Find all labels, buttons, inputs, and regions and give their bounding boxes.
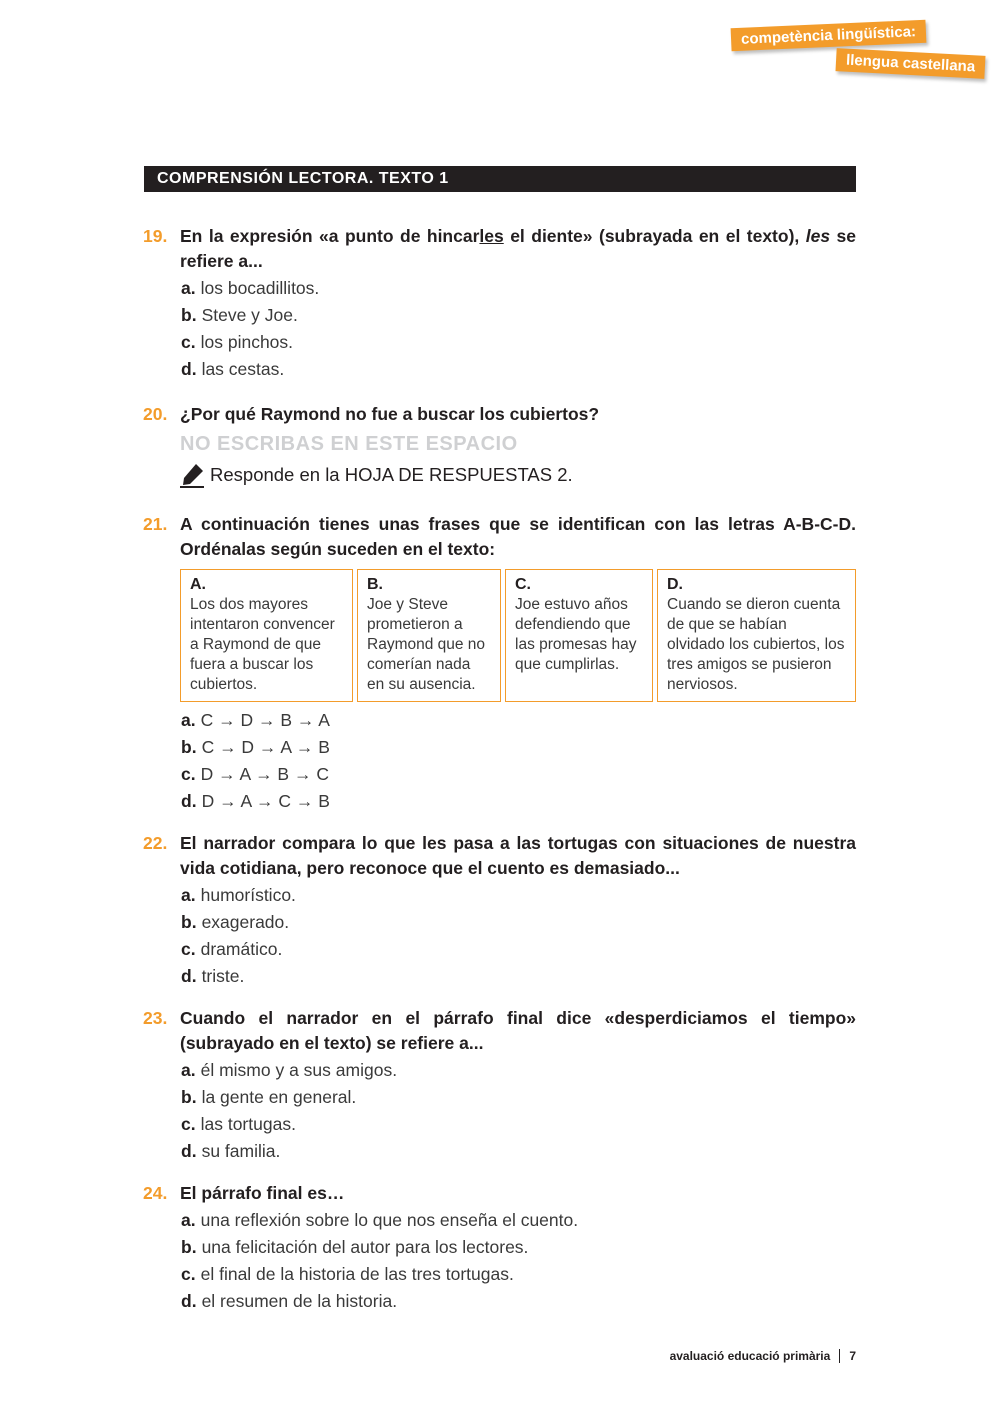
option-text: el resumen de la historia.	[201, 1291, 398, 1311]
box-letter: C.	[515, 576, 531, 593]
question-number: 22.	[143, 833, 168, 853]
section-title: COMPRENSIÓN LECTORA. TEXTO 1	[144, 166, 856, 192]
option-c[interactable]	[181, 1261, 856, 1288]
option-text: él mismo y a sus amigos.	[200, 1060, 398, 1080]
option-letter: c.	[181, 764, 196, 784]
question-21	[143, 512, 856, 815]
box-letter: D.	[667, 576, 683, 593]
option-letter: c.	[181, 332, 196, 352]
option-b[interactable]	[181, 734, 856, 761]
question-text: A continuación tienes unas frases que se identifican con las letras A-B-C-D. Ordénalas según suceden en el texto:	[180, 514, 856, 559]
question-number: 21.	[143, 514, 168, 534]
option-text: humorístico.	[200, 885, 296, 905]
option-text: una reflexión sobre lo que nos enseña el cuento.	[200, 1210, 579, 1230]
option-letter: d.	[181, 1291, 197, 1311]
option-d[interactable]	[181, 1288, 856, 1315]
option-letter: b.	[181, 1237, 197, 1257]
pencil-icon	[180, 462, 206, 488]
option-letter: d.	[181, 1141, 197, 1161]
sentence-box-b	[357, 569, 501, 702]
option-c[interactable]	[181, 329, 856, 356]
question-number: 23.	[143, 1008, 168, 1028]
question-19-text	[143, 224, 856, 274]
question-text-part: se refiere a...	[180, 226, 856, 271]
option-letter: d.	[181, 966, 197, 986]
box-letter: A.	[190, 576, 206, 593]
option-text: la gente en general.	[201, 1087, 357, 1107]
options-list	[181, 1057, 856, 1165]
question-number: 20.	[143, 404, 168, 424]
option-text: el final de la historia de las tres tortugas.	[200, 1264, 514, 1284]
option-d[interactable]	[181, 356, 856, 383]
sentence-box-a	[180, 569, 353, 702]
option-c[interactable]	[181, 936, 856, 963]
question-22	[143, 831, 856, 990]
option-text: triste.	[201, 966, 245, 986]
option-text: las cestas.	[201, 359, 285, 379]
sentence-box-c	[505, 569, 653, 702]
options-list	[181, 882, 856, 990]
footer-divider	[839, 1349, 840, 1363]
question-number: 19.	[143, 226, 168, 246]
box-text: Los dos mayores intentaron convencer a Raymond de que fuera a buscar los cubiertos.	[190, 596, 335, 693]
option-text: las tortugas.	[200, 1114, 296, 1134]
option-letter: c.	[181, 1264, 196, 1284]
box-text: Joe estuvo años defendiendo que las promesas hay que cumplirlas.	[515, 596, 637, 673]
option-b[interactable]	[181, 302, 856, 329]
page-footer	[670, 1349, 856, 1363]
option-text: los pinchos.	[200, 332, 294, 352]
question-23-text	[143, 1006, 856, 1056]
question-number: 24.	[143, 1183, 168, 1203]
question-24-text	[143, 1181, 856, 1206]
question-text-part: En la expresión «a punto de hincar	[180, 226, 480, 246]
question-text: Cuando el narrador en el párrafo final dice «desperdiciamos el tiempo» (subrayado en el texto) se refiere a...	[180, 1008, 856, 1053]
box-text: Joe y Steve prometieron a Raymond que no comerían nada en su ausencia.	[367, 596, 486, 693]
option-text: los bocadillitos.	[200, 278, 320, 298]
question-text: ¿Por qué Raymond no fue a buscar los cubiertos?	[180, 404, 600, 424]
option-letter: b.	[181, 1087, 197, 1107]
question-24	[143, 1181, 856, 1315]
option-letter: b.	[181, 305, 197, 325]
box-letter: B.	[367, 576, 383, 593]
question-text-part: el diente» (subrayada en el texto),	[503, 226, 806, 246]
respond-instruction	[180, 462, 856, 488]
question-23	[143, 1006, 856, 1165]
option-text: Steve y Joe.	[201, 305, 298, 325]
option-letter: b.	[181, 737, 197, 757]
question-19	[143, 224, 856, 383]
option-a[interactable]	[181, 1207, 856, 1234]
option-letter: c.	[181, 1114, 196, 1134]
option-a[interactable]	[181, 707, 856, 734]
box-text: Cuando se dieron cuenta de que se habían olvidado los cubiertos, los tres amigos se pusieron nerviosos.	[667, 596, 845, 693]
question-20	[143, 402, 856, 488]
subject-tag-line1: competència lingüística:	[731, 20, 927, 51]
option-text: D → A → C → B	[201, 791, 330, 811]
option-letter: d.	[181, 791, 197, 811]
question-20-text	[143, 402, 856, 427]
option-text: una felicitación del autor para los lectores.	[201, 1237, 529, 1257]
option-letter: b.	[181, 912, 197, 932]
option-text: D → A → B → C	[200, 764, 329, 784]
subject-tag-line2: llengua castellana	[836, 48, 986, 79]
respond-text: Responde en la HOJA DE RESPUESTAS 2.	[210, 464, 573, 485]
question-21-text	[143, 512, 856, 562]
option-letter: a.	[181, 885, 196, 905]
option-text: C → D → A → B	[201, 737, 330, 757]
page-number: 7	[849, 1349, 856, 1363]
option-text: su familia.	[201, 1141, 281, 1161]
option-b[interactable]	[181, 1234, 856, 1261]
underlined-word: les	[479, 226, 504, 246]
question-22-text	[143, 831, 856, 881]
question-text: El párrafo final es…	[180, 1183, 345, 1203]
option-text: C → D → B → A	[200, 710, 330, 730]
option-text: exagerado.	[201, 912, 290, 932]
sentence-box-d	[657, 569, 856, 702]
option-letter: a.	[181, 1060, 196, 1080]
option-c[interactable]	[181, 1111, 856, 1138]
option-b[interactable]	[181, 1084, 856, 1111]
option-a[interactable]	[181, 275, 856, 302]
italic-word: les	[805, 226, 831, 246]
option-a[interactable]	[181, 882, 856, 909]
options-list	[181, 707, 856, 815]
options-list	[181, 275, 856, 383]
sentence-boxes	[180, 569, 856, 702]
option-d[interactable]	[181, 788, 856, 815]
option-b[interactable]	[181, 909, 856, 936]
option-letter: c.	[181, 939, 196, 959]
options-list	[181, 1207, 856, 1315]
footer-text: avaluació educació primària	[669, 1349, 831, 1363]
option-letter: a.	[181, 278, 196, 298]
option-letter: a.	[181, 1210, 196, 1230]
option-c[interactable]	[181, 761, 856, 788]
no-write-notice: NO ESCRIBAS EN ESTE ESPACIO	[180, 433, 518, 455]
option-text: dramático.	[200, 939, 283, 959]
option-letter: d.	[181, 359, 197, 379]
option-a[interactable]	[181, 1057, 856, 1084]
option-d[interactable]	[181, 1138, 856, 1165]
question-text: El narrador compara lo que les pasa a las tortugas con situaciones de nuestra vida cotidiana, pero reconoce que el cuento es demasiado...	[180, 833, 856, 878]
option-letter: a.	[181, 710, 196, 730]
option-d[interactable]	[181, 963, 856, 990]
